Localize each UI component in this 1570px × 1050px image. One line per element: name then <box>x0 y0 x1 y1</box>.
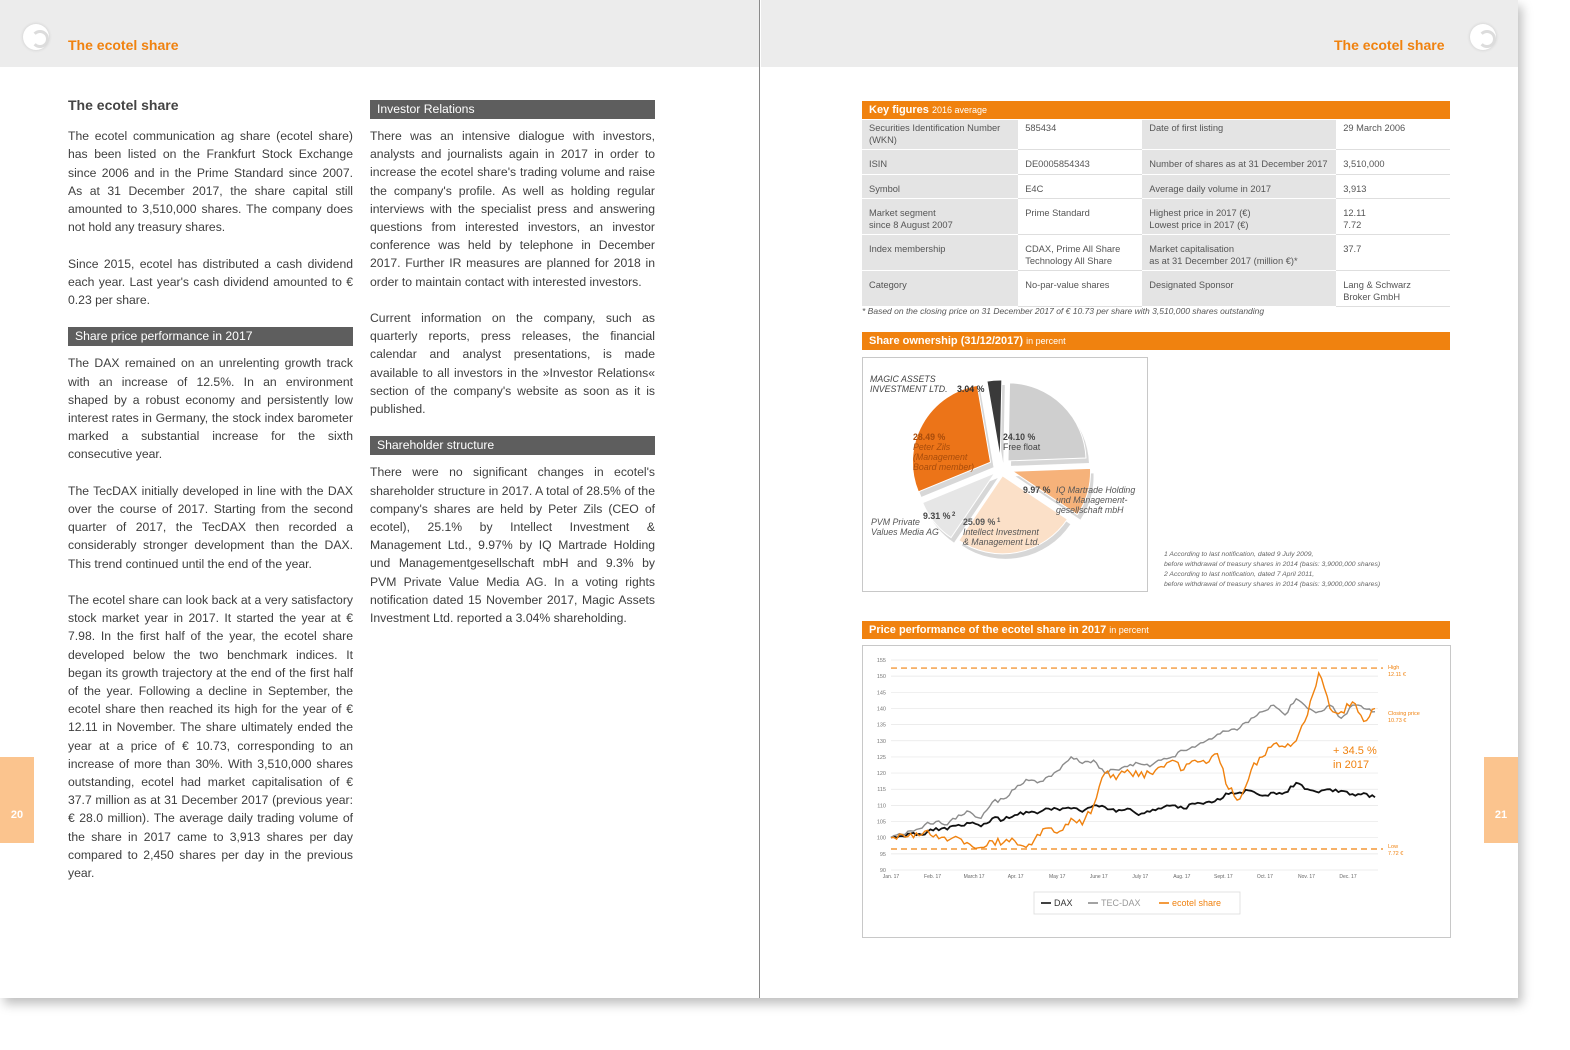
change-percent-label: + 34.5 % <box>1333 745 1377 757</box>
legend-label: ecotel share <box>1172 898 1222 908</box>
key-figure-value: Prime Standard <box>1018 199 1142 235</box>
price-performance-title-bar <box>862 621 1450 639</box>
pie-label: 9.31 % $^2$ <box>923 511 956 521</box>
pie-label: 24.10 % <box>1003 432 1036 442</box>
x-tick-label: Apr. 17 <box>1007 874 1024 880</box>
paragraph: The ecotel communication ag share (ecotel share) has been listed on the Frankfurt Stock Exchange since 2006 and in the Prime Standard since 2007. As at 31 December 2017, the share capital still amounted to 3,510,000 shares. The company does not hold any treasury shares. <box>68 129 353 235</box>
key-figure-label: Designated Sponsor <box>1142 271 1336 307</box>
legend-label: DAX <box>1054 898 1073 908</box>
series-line-tec-dax <box>891 699 1375 838</box>
low-label: Low <box>1388 844 1399 850</box>
high-label: High <box>1388 665 1400 672</box>
y-tick-label: 120 <box>876 771 886 778</box>
y-tick-label: 135 <box>876 722 886 729</box>
key-figure-value: Lang & Schwarz Broker GmbH <box>1336 271 1450 307</box>
key-figures-subtitle: 2016 average <box>931 105 988 115</box>
x-tick-label: March 17 <box>963 874 985 880</box>
page-heading: The ecotel share <box>68 97 179 113</box>
y-tick-label: 140 <box>876 706 886 713</box>
key-figures-row <box>862 199 1450 235</box>
paragraph: The DAX remained on an unrelenting growth track with an increase of 12.5%. In an environment shaped by a robust economy and persistently low interest rates in Germany, the stock index barometer marked a substantial increase for the sixth consecutive year. <box>68 356 353 462</box>
key-figure-label: Highest price in 2017 (€) Lowest price in 2017 (€) <box>1142 199 1336 235</box>
key-figure-label: Index membership <box>862 235 1018 271</box>
y-tick-label: 95 <box>879 851 886 858</box>
pie-label: (Management <box>913 452 968 462</box>
key-figure-label: Date of first listing <box>1142 120 1336 150</box>
pie-label: Board member) <box>913 462 975 472</box>
y-tick-label: 90 <box>879 868 886 874</box>
key-figures-title: Key figures <box>869 104 929 116</box>
x-tick-label: Oct. 17 <box>1256 874 1273 880</box>
key-figure-label: Average daily volume in 2017 <box>1142 174 1336 199</box>
ownership-notes <box>1164 550 1380 590</box>
note-1a: 1 According to last notification, dated 9 July 2009, <box>1164 551 1314 558</box>
price-chart-title: Price performance of the ecotel share in 2017 <box>869 624 1107 636</box>
y-tick-label: 125 <box>876 754 886 761</box>
paragraph: The ecotel share can look back at a very satisfactory stock market year in 2017. It started the year at € 7.98. In the first half of the year, the ecotel share developed below the two benchmark indices. It began its growth trajectory at the end of the first half of the year. Following a decline in September, the ecotel share then reached its high for the year of € 12.11 in November. The share ultimately ended the year at a price of € 10.73, corresponding to an increase of more than 30%. With 3,510,000 shares outstanding, ecotel had market capitalisation of € 37.7 million as at 31 December 2017 (previous year: € 28.0 million). The average daily trading volume of the share in 2017 came to 3,913 shares per day compared to 2,450 shares per day in the previous year. <box>68 593 353 881</box>
x-tick-label: Aug. 17 <box>1173 874 1191 880</box>
pie-label: 25.09 % $^1$ <box>963 517 1001 527</box>
key-figure-value: 3,913 <box>1336 174 1450 199</box>
legend-label: TEC-DAX <box>1101 898 1141 908</box>
pie-label: IQ Martrade Holding <box>1056 485 1136 495</box>
key-figure-value: E4C <box>1018 174 1142 199</box>
pie-label: PVM Private <box>871 517 920 527</box>
x-tick-label: May 17 <box>1048 874 1066 880</box>
key-figure-label: Symbol <box>862 174 1018 199</box>
pie-label: Values Media AG <box>871 527 939 537</box>
x-tick-label: Jan. 17 <box>882 874 900 880</box>
section-heading-investor-relations: Investor Relations <box>370 100 655 119</box>
low-value: 7.72 € <box>1388 851 1404 857</box>
key-figures-row <box>862 150 1450 175</box>
y-tick-label: 100 <box>876 835 886 842</box>
pie-label: Intellect Investment <box>963 527 1039 537</box>
key-figures-row <box>862 120 1450 150</box>
x-tick-label: Dec. 17 <box>1339 874 1357 880</box>
paragraph: There was an intensive dialogue with investors, analysts and journalists again in 2017 in order to increase the ecotel share's trading volume and raise the company's profile. As well as holding regular interviews with the specialist press and answering questions from interested investors, an investor conference was held by telephone in December 2017. Further IR measures are planned for 2018 in order to maintain contact with interested investors. <box>370 129 655 289</box>
key-figures-row <box>862 271 1450 307</box>
page-spine <box>759 0 760 998</box>
change-year-label: in 2017 <box>1333 759 1370 771</box>
pie-label-superscript: 2 <box>950 512 956 518</box>
key-figure-label: Market segment since 8 August 2007 <box>862 199 1018 235</box>
pie-label: 3.04 % <box>957 384 985 394</box>
ownership-title-bar <box>862 332 1450 350</box>
y-tick-label: 110 <box>877 803 886 810</box>
ownership-title: Share ownership (31/12/2017) <box>869 335 1024 347</box>
pie-label: Peter Zils <box>913 442 951 452</box>
paragraph: Since 2015, ecotel has distributed a cash dividend each year. Last year's cash dividend amounted to € 0.23 per share. <box>68 256 353 308</box>
paragraph: There were no significant changes in ecotel's shareholder structure in 2017. A total of 28.5% of the company's shares are held by Peter Zils (CEO of ecotel), 25.1% by Intellect Investment & Management Ltd., 9.97% by IQ Martrade Holding und Managementgesellschaft mbH and 9.3% by PVM Private Value Media AG. In a voting rights notification dated 15 November 2017, Magic Assets Investment Ltd. reported a 3.04% shareholding. <box>370 465 655 626</box>
key-figure-label: ISIN <box>862 150 1018 175</box>
pie-label-superscript: 1 <box>995 518 1001 524</box>
pie-label: und Management- <box>1056 495 1128 505</box>
x-tick-label: Sept. 17 <box>1214 874 1233 880</box>
x-tick-label: Feb. 17 <box>924 874 942 880</box>
key-figure-value: No-par-value shares <box>1018 271 1142 307</box>
pie-label: gesellschaft mbH <box>1056 505 1124 515</box>
key-figure-value: 3,510,000 <box>1336 150 1450 175</box>
pie-label: 28.49 % <box>913 432 946 442</box>
page-number-right: 21 <box>1484 757 1518 843</box>
key-figure-label: Category <box>862 271 1018 307</box>
series-line-ecotel-share <box>891 673 1375 849</box>
key-figure-label: Securities Identification Number (WKN) <box>862 120 1018 150</box>
y-tick-label: 105 <box>876 819 886 826</box>
note-1b: before withdrawal of treasury shares in 2014 (basis: 3,9000,000 shares) <box>1164 561 1381 568</box>
key-figure-value: 585434 <box>1018 120 1142 150</box>
pie-label: & Management Ltd. <box>963 537 1040 547</box>
pie-label: INVESTMENT LTD. <box>870 384 948 394</box>
x-tick-label: Nov. 17 <box>1298 874 1315 880</box>
left-header-bar <box>0 0 759 67</box>
line-chart-box <box>862 645 1451 938</box>
x-tick-label: June 17 <box>1089 874 1108 880</box>
left-text-column <box>68 96 353 900</box>
key-figures-footnote: * Based on the closing price on 31 December 2017 of € 10.73 per share with 3,510,000 shares outstanding <box>862 306 1265 316</box>
y-tick-label: 145 <box>876 690 886 697</box>
pie-label: 9.97 % <box>1023 485 1051 495</box>
y-tick-label: 130 <box>876 738 886 745</box>
series-line-dax <box>891 783 1375 838</box>
y-tick-label: 150 <box>876 674 886 681</box>
right-header-bar <box>761 0 1518 67</box>
pie-chart-box <box>862 357 1148 592</box>
key-figures-row <box>862 174 1450 199</box>
ecotel-logo-icon <box>1470 24 1496 50</box>
key-figure-value: DE0005854343 <box>1018 150 1142 175</box>
pie-label: Free float <box>1003 442 1041 452</box>
y-tick-label: 115 <box>877 787 886 794</box>
ownership-subtitle: in percent <box>1026 336 1066 346</box>
ecotel-logo-icon <box>23 24 49 50</box>
key-figure-value: 12.11 7.72 <box>1336 199 1450 235</box>
section-heading-shareholder-structure: Shareholder structure <box>370 436 655 455</box>
closing-price-value: 10.73 € <box>1388 717 1407 724</box>
y-tick-label: 155 <box>876 658 886 664</box>
key-figure-value: 29 March 2006 <box>1336 120 1450 150</box>
right-header-title: The ecotel share <box>1334 37 1445 53</box>
closing-price-label: Closing price <box>1388 710 1420 717</box>
price-performance-line-chart <box>863 646 1450 937</box>
price-chart-subtitle: in percent <box>1109 625 1149 635</box>
key-figures-table <box>862 120 1450 307</box>
note-2a: 2 According to last notification, dated 7 April 2011, <box>1164 571 1315 578</box>
paragraph: The TecDAX initially developed in line with the DAX over the course of 2017. Starting from the second quarter of 2017, the TecDAX then recorded a considerably stronger development than the DAX. This trend continued until the end of the year. <box>68 483 353 571</box>
paragraph: Current information on the company, such as quarterly reports, press releases, the financial calendar and analyst presentations, is made available to all investors in the »Investor Relations« section of the company's website as soon as it is published. <box>370 311 655 417</box>
high-value: 12.11 € <box>1388 672 1406 679</box>
middle-text-column <box>370 100 655 645</box>
note-2b: before withdrawal of treasury shares in 2014 (basis: 3,9000,000 shares) <box>1164 581 1381 588</box>
x-tick-label: July 17 <box>1132 874 1149 880</box>
left-header-title: The ecotel share <box>68 37 179 53</box>
key-figure-label: Number of shares as at 31 December 2017 <box>1142 150 1336 175</box>
pie-label: MAGIC ASSETS <box>870 374 936 384</box>
key-figures-row <box>862 235 1450 271</box>
section-heading-share-price: Share price performance in 2017 <box>68 327 353 346</box>
page-number-left: 20 <box>0 757 34 843</box>
key-figure-value: CDAX, Prime All Share Technology All Share <box>1018 235 1142 271</box>
key-figure-label: Market capitalisation as at 31 December 2017 (million €)* <box>1142 235 1336 271</box>
share-ownership-pie-chart <box>863 358 1147 591</box>
key-figure-value: 37.7 <box>1336 235 1450 271</box>
key-figures-title-bar <box>862 101 1450 119</box>
